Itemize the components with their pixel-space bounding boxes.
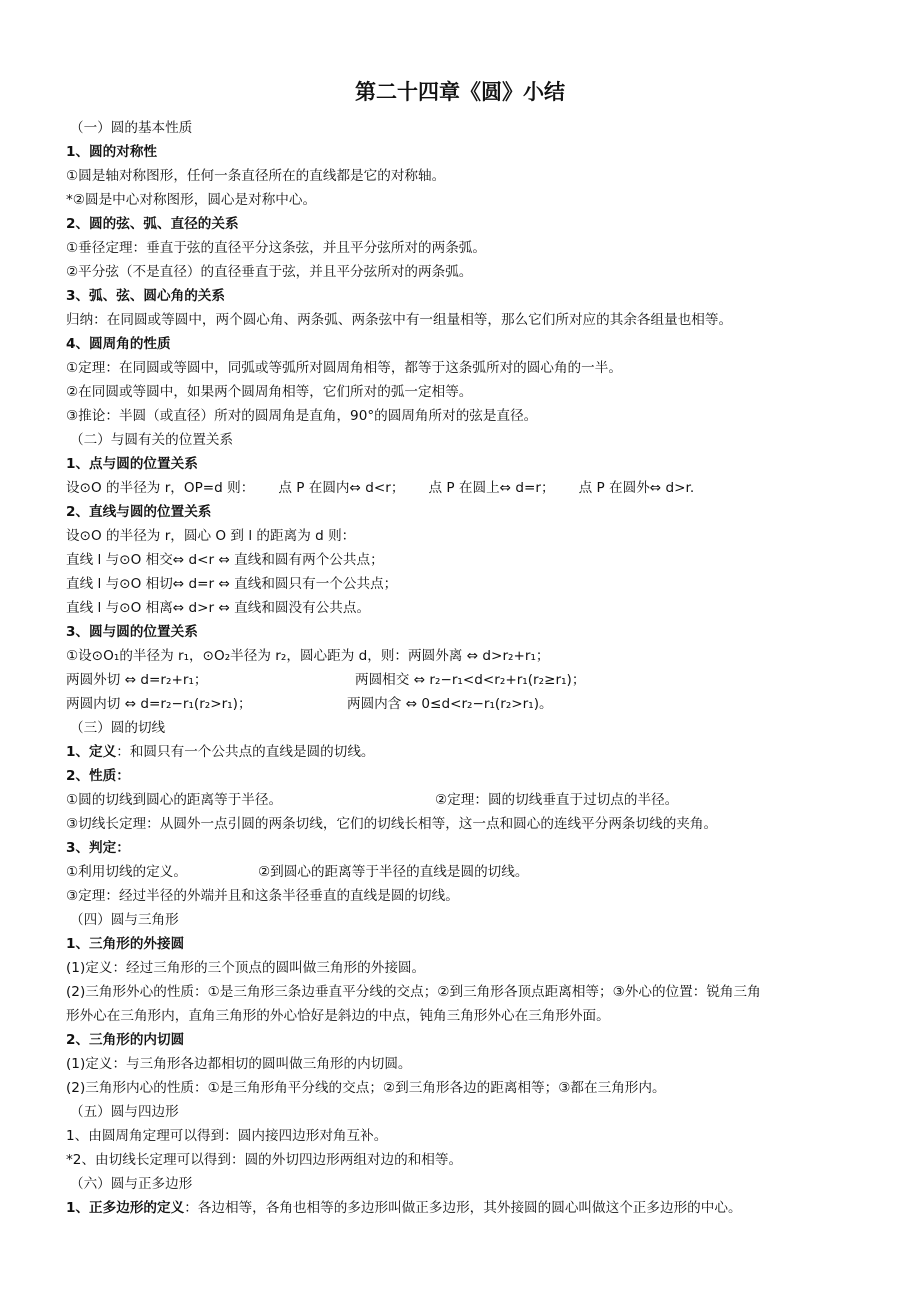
paragraph-line: [66, 188, 866, 212]
text-segment: (1)定义：经过三角形的三个顶点的圆叫做三角形的外接圆。: [66, 960, 426, 976]
text-segment: ③定理：经过半径的外端并且和这条半径垂直的直线是圆的切线。: [66, 888, 459, 904]
text-segment: 归纳：在同圆或等圆中，两个圆心角、两条弧、两条弦中有一组量相等，那么它们所对应的其余各组量也相等。: [66, 312, 733, 328]
text-segment: （六）圆与正多边形: [70, 1176, 193, 1192]
paragraph-line: [66, 1076, 866, 1100]
paragraph-line: [66, 740, 866, 764]
text-segment: 1、由圆周角定理可以得到：圆内接四边形对角互补。: [66, 1128, 388, 1144]
text-segment: 3、弧、弦、圆心角的关系: [66, 288, 225, 304]
text-segment: ①圆是轴对称图形，任何一条直径所在的直线都是它的对称轴。: [66, 168, 446, 184]
paragraph-line: [66, 1124, 866, 1148]
paragraph-line: [66, 1004, 866, 1028]
text-segment: 两圆外切 ⇔ d=r₂+r₁；: [66, 672, 208, 688]
paragraph-line: [66, 308, 866, 332]
text-segment: ：各边相等，各角也相等的多边形叫做正多边形，其外接圆的圆心叫做这个正多边形的中心。: [184, 1200, 742, 1216]
text-segment: *②圆是中心对称图形，圆心是对称中心。: [66, 192, 317, 208]
paragraph-line: [66, 1196, 866, 1220]
text-segment: 1、三角形的外接圆: [66, 936, 185, 952]
text-segment: 2、性质：: [66, 768, 130, 784]
subsection-heading: [66, 212, 866, 236]
paragraph-line: [66, 260, 866, 284]
text-segment: （二）与圆有关的位置关系: [70, 432, 234, 448]
paragraph-line: [66, 884, 866, 908]
paragraph-line: [66, 1148, 866, 1172]
paragraph-line: [66, 644, 866, 668]
text-segment: 2、圆的弦、弧、直径的关系: [66, 216, 239, 232]
text-segment: （一）圆的基本性质: [70, 120, 193, 136]
subsection-heading: [66, 140, 866, 164]
paragraph-line: [66, 404, 866, 428]
text-segment: ①定理：在同圆或等圆中，同弧或等弧所对圆周角相等，都等于这条弧所对的圆心角的一半。: [66, 360, 622, 376]
subsection-heading: [66, 836, 866, 860]
text-segment: ①利用切线的定义。: [66, 864, 187, 880]
section-heading: [66, 428, 866, 452]
page-title: 第二十四章《圆》小结: [355, 80, 565, 104]
text-segment: 两圆内含 ⇔ 0≤d<r₂−r₁(r₂>r₁)。: [347, 696, 553, 712]
paragraph-line: [66, 956, 866, 980]
paragraph-line: [66, 692, 866, 716]
text-segment: ②定理：圆的切线垂直于过切点的半径。: [435, 792, 679, 808]
paragraph-line: [66, 164, 866, 188]
text-segment: ②在同圆或等圆中，如果两个圆周角相等，它们所对的弧一定相等。: [66, 384, 473, 400]
text-segment: 两圆相交 ⇔ r₂−r₁<d<r₂+r₁(r₂≥r₁)；: [355, 672, 586, 688]
subsection-heading: [66, 620, 866, 644]
text-segment: 直线 l 与⊙O 相切⇔ d=r ⇔ 直线和圆只有一个公共点；: [66, 576, 398, 592]
subsection-heading: [66, 452, 866, 476]
paragraph-line: [66, 596, 866, 620]
text-segment: 1、定义: [66, 744, 117, 760]
text-segment: ①垂径定理：垂直于弦的直径平分这条弦，并且平分弦所对的两条弧。: [66, 240, 486, 256]
text-segment: ①圆的切线到圆心的距离等于半径。: [66, 792, 283, 808]
paragraph-line: [66, 788, 866, 812]
text-segment: ③切线长定理：从圆外一点引圆的两条切线，它们的切线长相等，这一点和圆心的连线平分两条切线的夹角。: [66, 816, 718, 832]
subsection-heading: [66, 932, 866, 956]
text-segment: （五）圆与四边形: [70, 1104, 179, 1120]
paragraph-line: [66, 476, 866, 500]
text-segment: 1、点与圆的位置关系: [66, 456, 198, 472]
subsection-heading: [66, 500, 866, 524]
text-segment: 直线 l 与⊙O 相离⇔ d>r ⇔ 直线和圆没有公共点。: [66, 600, 371, 616]
paragraph-line: [66, 548, 866, 572]
text-segment: ①设⊙O₁的半径为 r₁，⊙O₂半径为 r₂，圆心距为 d，则：两圆外离 ⇔ d>r₂+r₁；: [66, 648, 550, 664]
paragraph-line: [66, 1052, 866, 1076]
text-segment: ②平分弦（不是直径）的直径垂直于弦，并且平分弦所对的两条弧。: [66, 264, 473, 280]
paragraph-line: [66, 356, 866, 380]
section-heading: [66, 1172, 866, 1196]
paragraph-line: [66, 236, 866, 260]
paragraph-line: [66, 524, 866, 548]
text-segment: ②到圆心的距离等于半径的直线是圆的切线。: [258, 864, 529, 880]
text-segment: ③推论：半圆（或直径）所对的圆周角是直角，90°的圆周角所对的弦是直径。: [66, 408, 538, 424]
paragraph-line: [66, 980, 866, 1004]
text-segment: 2、直线与圆的位置关系: [66, 504, 212, 520]
text-segment: （三）圆的切线: [70, 720, 166, 736]
text-segment: 两圆内切 ⇔ d=r₂−r₁(r₂>r₁)；: [66, 696, 252, 712]
text-segment: （四）圆与三角形: [70, 912, 179, 928]
text-segment: 4、圆周角的性质: [66, 336, 171, 352]
text-segment: 3、判定：: [66, 840, 130, 856]
text-segment: 3、圆与圆的位置关系: [66, 624, 198, 640]
section-heading: [66, 908, 866, 932]
text-segment: 点 P 在圆外⇔ d>r.: [578, 480, 695, 496]
text-segment: 设⊙O 的半径为 r，OP=d 则：: [66, 480, 255, 496]
text-segment: ：和圆只有一个公共点的直线是圆的切线。: [116, 744, 375, 760]
text-segment: 点 P 在圆上⇔ d=r；: [428, 480, 555, 496]
text-segment: 直线 l 与⊙O 相交⇔ d<r ⇔ 直线和圆有两个公共点；: [66, 552, 384, 568]
paragraph-line: [66, 572, 866, 596]
paragraph-line: [66, 812, 866, 836]
paragraph-line: [66, 380, 866, 404]
text-segment: 2、三角形的内切圆: [66, 1032, 185, 1048]
text-segment: (1)定义：与三角形各边都相切的圆叫做三角形的内切圆。: [66, 1056, 412, 1072]
section-heading: [66, 116, 866, 140]
text-segment: 形外心在三角形内，直角三角形的外心恰好是斜边的中点，钝角三角形外心在三角形外面。: [66, 1008, 610, 1024]
section-heading: [66, 716, 866, 740]
text-segment: (2)三角形内心的性质：①是三角形角平分线的交点；②到三角形各边的距离相等；③都在三角形内。: [66, 1080, 666, 1096]
subsection-heading: [66, 1028, 866, 1052]
subsection-heading: [66, 284, 866, 308]
section-heading: [66, 1100, 866, 1124]
subsection-heading: [66, 332, 866, 356]
paragraph-line: [66, 860, 866, 884]
document-body: [66, 116, 866, 1220]
subsection-heading: [66, 764, 866, 788]
text-segment: 1、圆的对称性: [66, 144, 158, 160]
paragraph-line: [66, 668, 866, 692]
text-segment: 点 P 在圆内⇔ d<r；: [278, 480, 405, 496]
text-segment: *2、由切线长定理可以得到：圆的外切四边形两组对边的和相等。: [66, 1152, 463, 1168]
text-segment: 1、正多边形的定义: [66, 1200, 185, 1216]
text-segment: (2)三角形外心的性质：①是三角形三条边垂直平分线的交点；②到三角形各顶点距离相等；③外心的位置：锐角三角: [66, 984, 761, 1000]
text-segment: 设⊙O 的半径为 r，圆心 O 到 l 的距离为 d 则：: [66, 528, 356, 544]
